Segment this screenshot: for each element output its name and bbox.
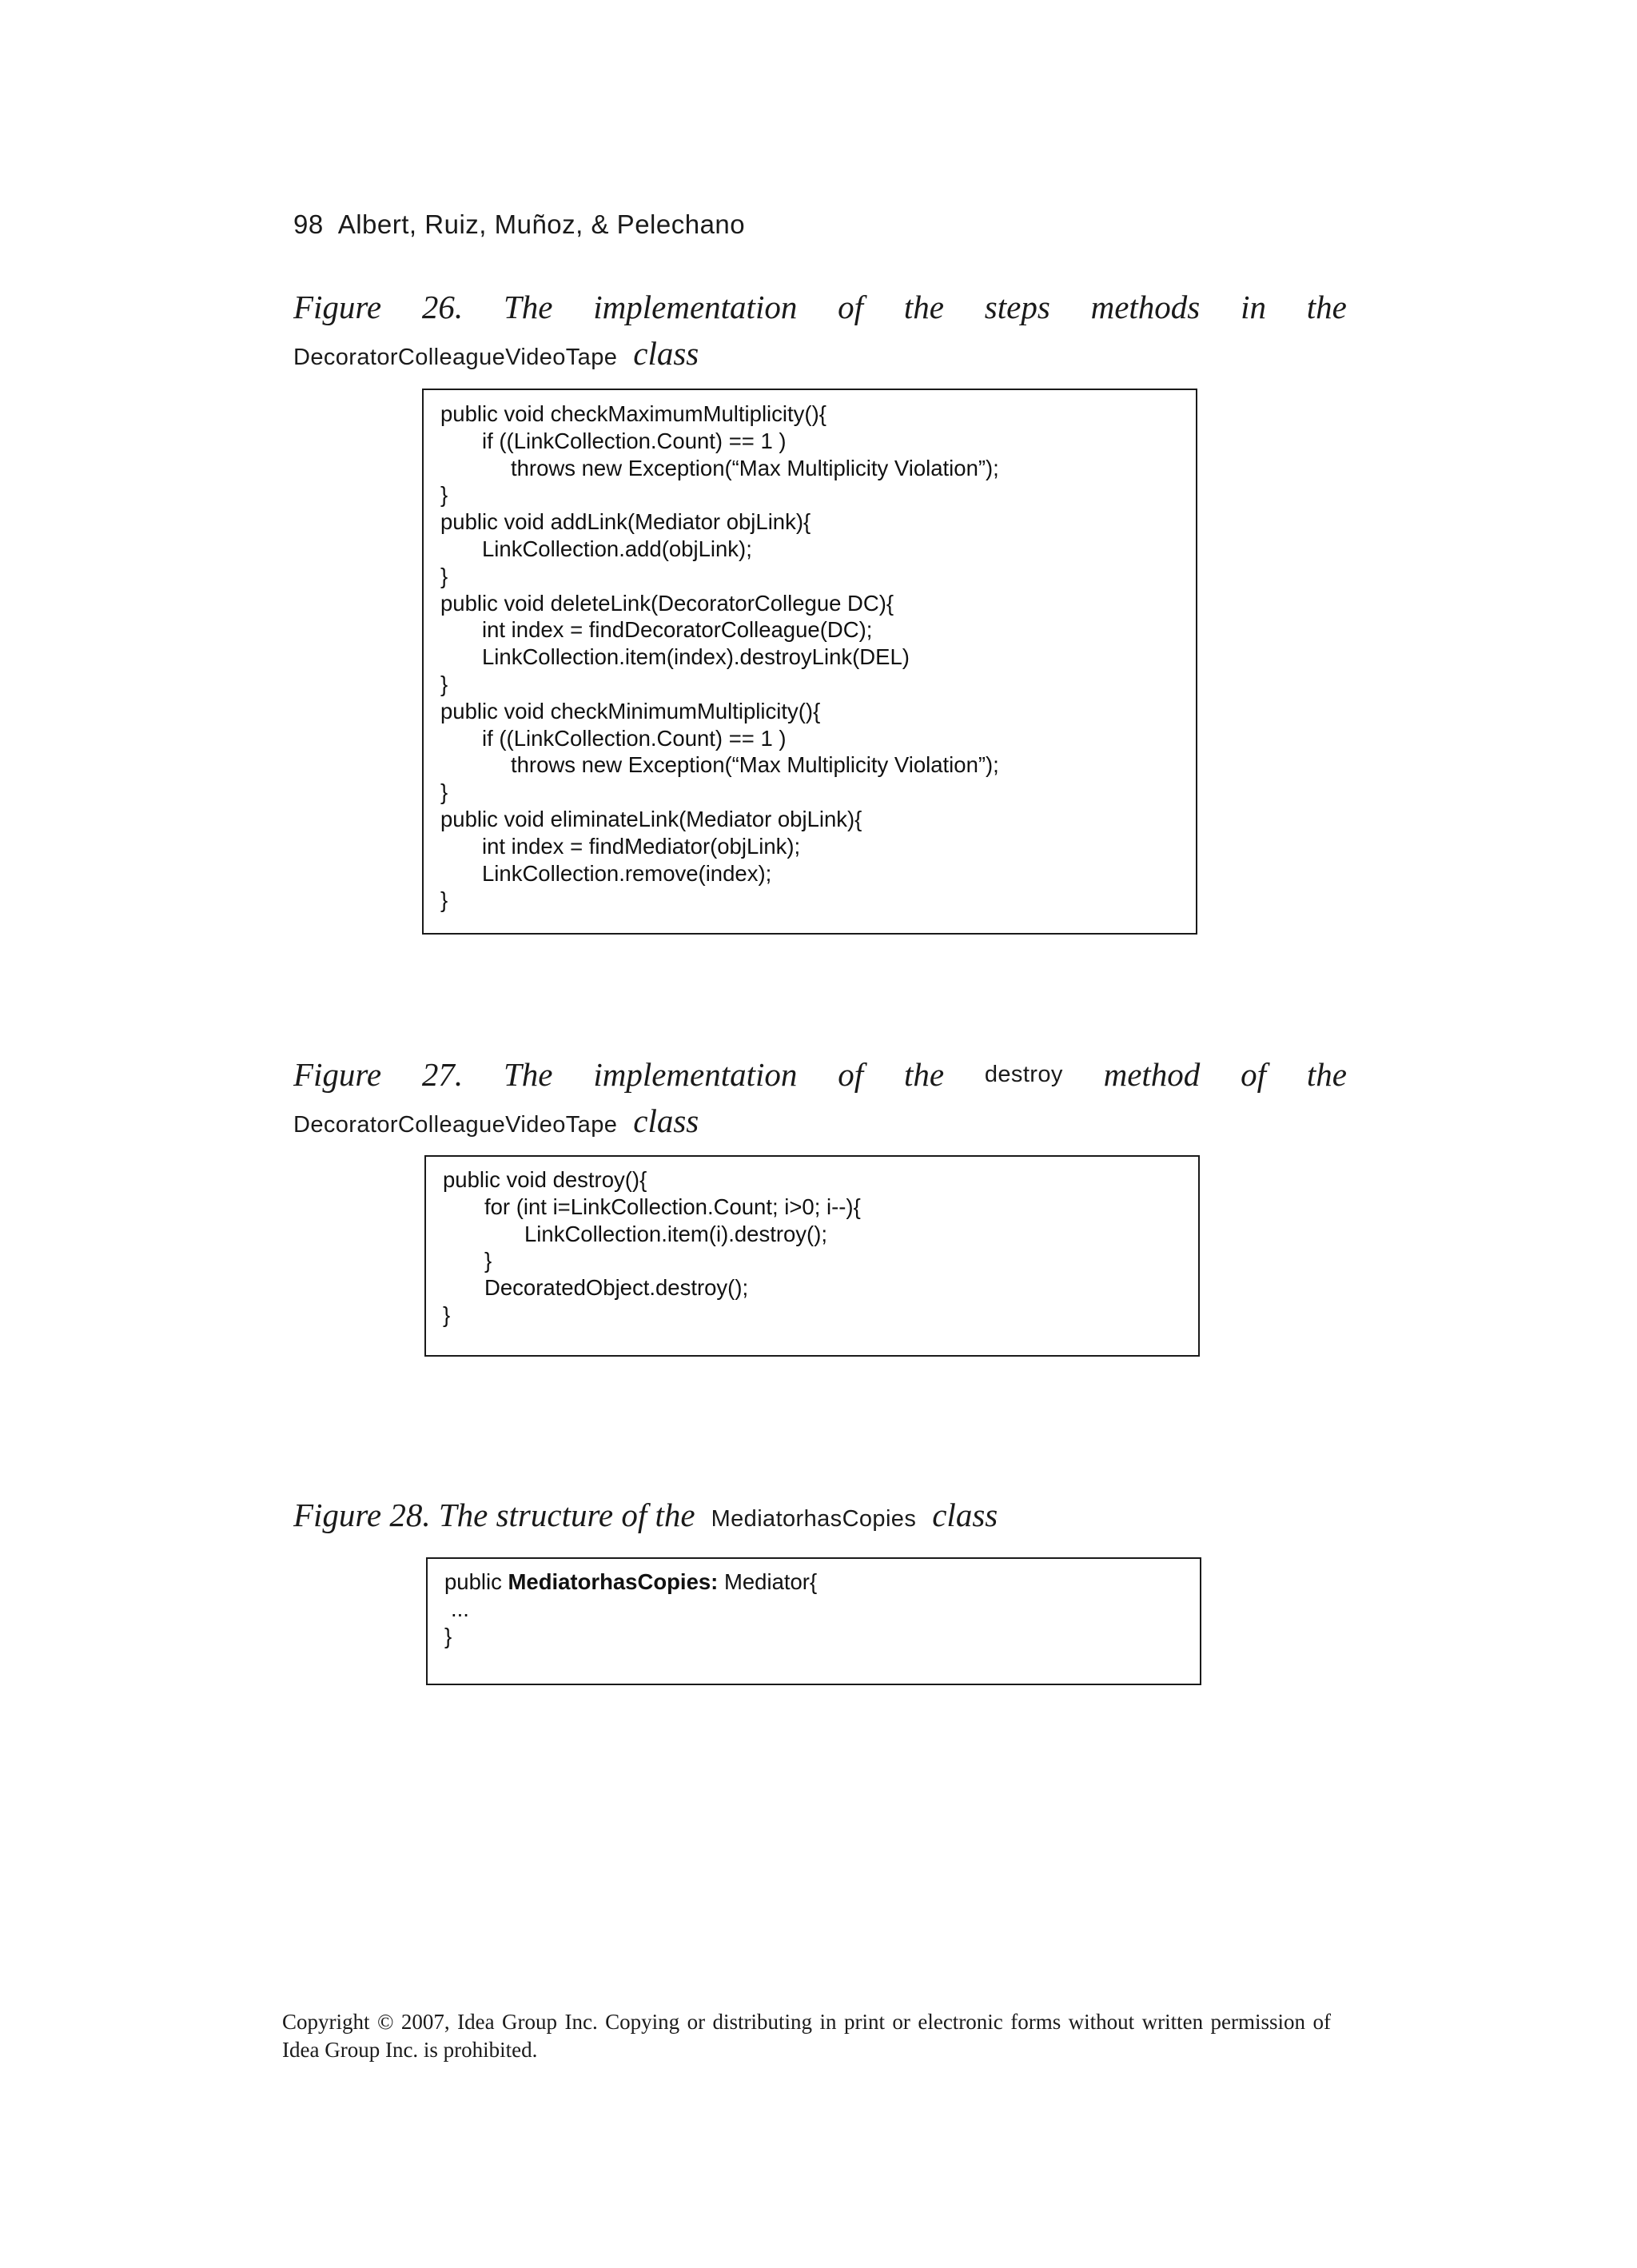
caption-word: methods — [1090, 289, 1201, 325]
caption-word: the — [1306, 1056, 1347, 1093]
code-line: } — [443, 1301, 451, 1327]
code-line: LinkCollection.item(index).destroyLink(DEL) — [482, 644, 910, 670]
code-line: public void eliminateLink(Mediator objLink){ — [440, 806, 862, 831]
caption-class-word: class — [633, 1102, 699, 1139]
caption-word: of — [838, 289, 864, 325]
caption-word: of — [1241, 1056, 1267, 1093]
caption-text: Figure 28. The structure of the — [293, 1497, 695, 1533]
class-name: DecoratorColleagueVideoTape — [293, 345, 618, 370]
figure-26-code-box — [422, 389, 1197, 935]
page-number: 98 — [293, 209, 324, 239]
caption-word: of — [838, 1056, 864, 1093]
caption-word: implementation — [593, 289, 798, 325]
caption-word: 27. — [421, 1056, 464, 1093]
code-text: Mediator{ — [718, 1569, 818, 1594]
figure-27-caption-line2 — [293, 1098, 1347, 1148]
figure-26-caption — [293, 284, 1347, 381]
code-line: ... — [451, 1596, 469, 1621]
figure-28-caption-line — [293, 1492, 1347, 1542]
code-line: public void deleteLink(DecoratorCollegue DC){ — [440, 590, 894, 616]
code-line: } — [440, 779, 448, 805]
figure-26-caption-line1 — [293, 284, 1347, 330]
code-line: public void destroy(){ — [443, 1167, 647, 1192]
code-line: LinkCollection.add(objLink); — [482, 536, 752, 561]
code-line: } — [440, 887, 448, 913]
code-line: throws new Exception(“Max Multiplicity Violation”); — [511, 752, 999, 778]
caption-word: the — [903, 1056, 945, 1093]
code-line: if ((LinkCollection.Count) == 1 ) — [482, 725, 787, 751]
code-line: public void addLink(Mediator objLink){ — [440, 509, 811, 535]
class-name: DecoratorColleagueVideoTape — [293, 1112, 618, 1138]
caption-word: implementation — [593, 1056, 798, 1093]
figure-28-caption — [293, 1492, 1347, 1542]
code-line: } — [440, 482, 448, 508]
caption-word: 26. — [421, 289, 464, 325]
figure-28-code-box — [426, 1557, 1201, 1685]
code-class-name: MediatorhasCopies: — [508, 1569, 719, 1594]
code-keyword: public — [444, 1569, 508, 1594]
figure-26-caption-line2 — [293, 330, 1347, 381]
code-line: } — [444, 1623, 452, 1648]
caption-word: method — [1103, 1056, 1201, 1093]
code-line: DecoratedObject.destroy(); — [484, 1275, 749, 1301]
authors: Albert, Ruiz, Muñoz, & Pelechano — [337, 209, 746, 239]
caption-word: The — [503, 1056, 553, 1093]
caption-word: the — [1306, 289, 1347, 325]
figure-27-code-box — [424, 1155, 1200, 1357]
code-line: } — [440, 671, 448, 696]
caption-word: the — [903, 289, 944, 325]
caption-class-word: class — [633, 335, 699, 372]
code-line: throws new Exception(“Max Multiplicity Violation”); — [511, 455, 999, 480]
copyright-footer: Copyright © 2007, Idea Group Inc. Copying or distributing in print or electronic forms without written permission of Idea Group Inc. is prohibited. — [282, 2010, 1331, 2062]
figure-27-caption-line1 — [293, 1051, 1347, 1098]
code-line: int index = findDecoratorColleague(DC); — [482, 617, 873, 643]
code-line — [444, 1568, 1200, 1596]
running-header — [293, 209, 745, 240]
caption-word: steps — [984, 289, 1050, 325]
code-line: } — [484, 1248, 492, 1274]
caption-word: in — [1241, 289, 1266, 325]
code-line: public void checkMaximumMultiplicity(){ — [440, 401, 826, 426]
method-name: destroy — [984, 1062, 1063, 1087]
caption-word: Figure — [293, 289, 382, 325]
code-line: LinkCollection.item(i).destroy(); — [524, 1221, 827, 1246]
code-line: } — [440, 563, 448, 588]
caption-word: The — [503, 289, 553, 325]
code-line: public void checkMinimumMultiplicity(){ — [440, 698, 821, 723]
code-line: LinkCollection.remove(index); — [482, 860, 772, 886]
class-name: MediatorhasCopies — [711, 1506, 917, 1532]
figure-27-caption — [293, 1051, 1347, 1148]
code-line: for (int i=LinkCollection.Count; i>0; i--){ — [484, 1194, 861, 1219]
code-line: int index = findMediator(objLink); — [482, 833, 801, 859]
caption-class-word: class — [932, 1497, 998, 1533]
code-line: if ((LinkCollection.Count) == 1 ) — [482, 428, 787, 453]
caption-word: Figure — [293, 1056, 382, 1093]
